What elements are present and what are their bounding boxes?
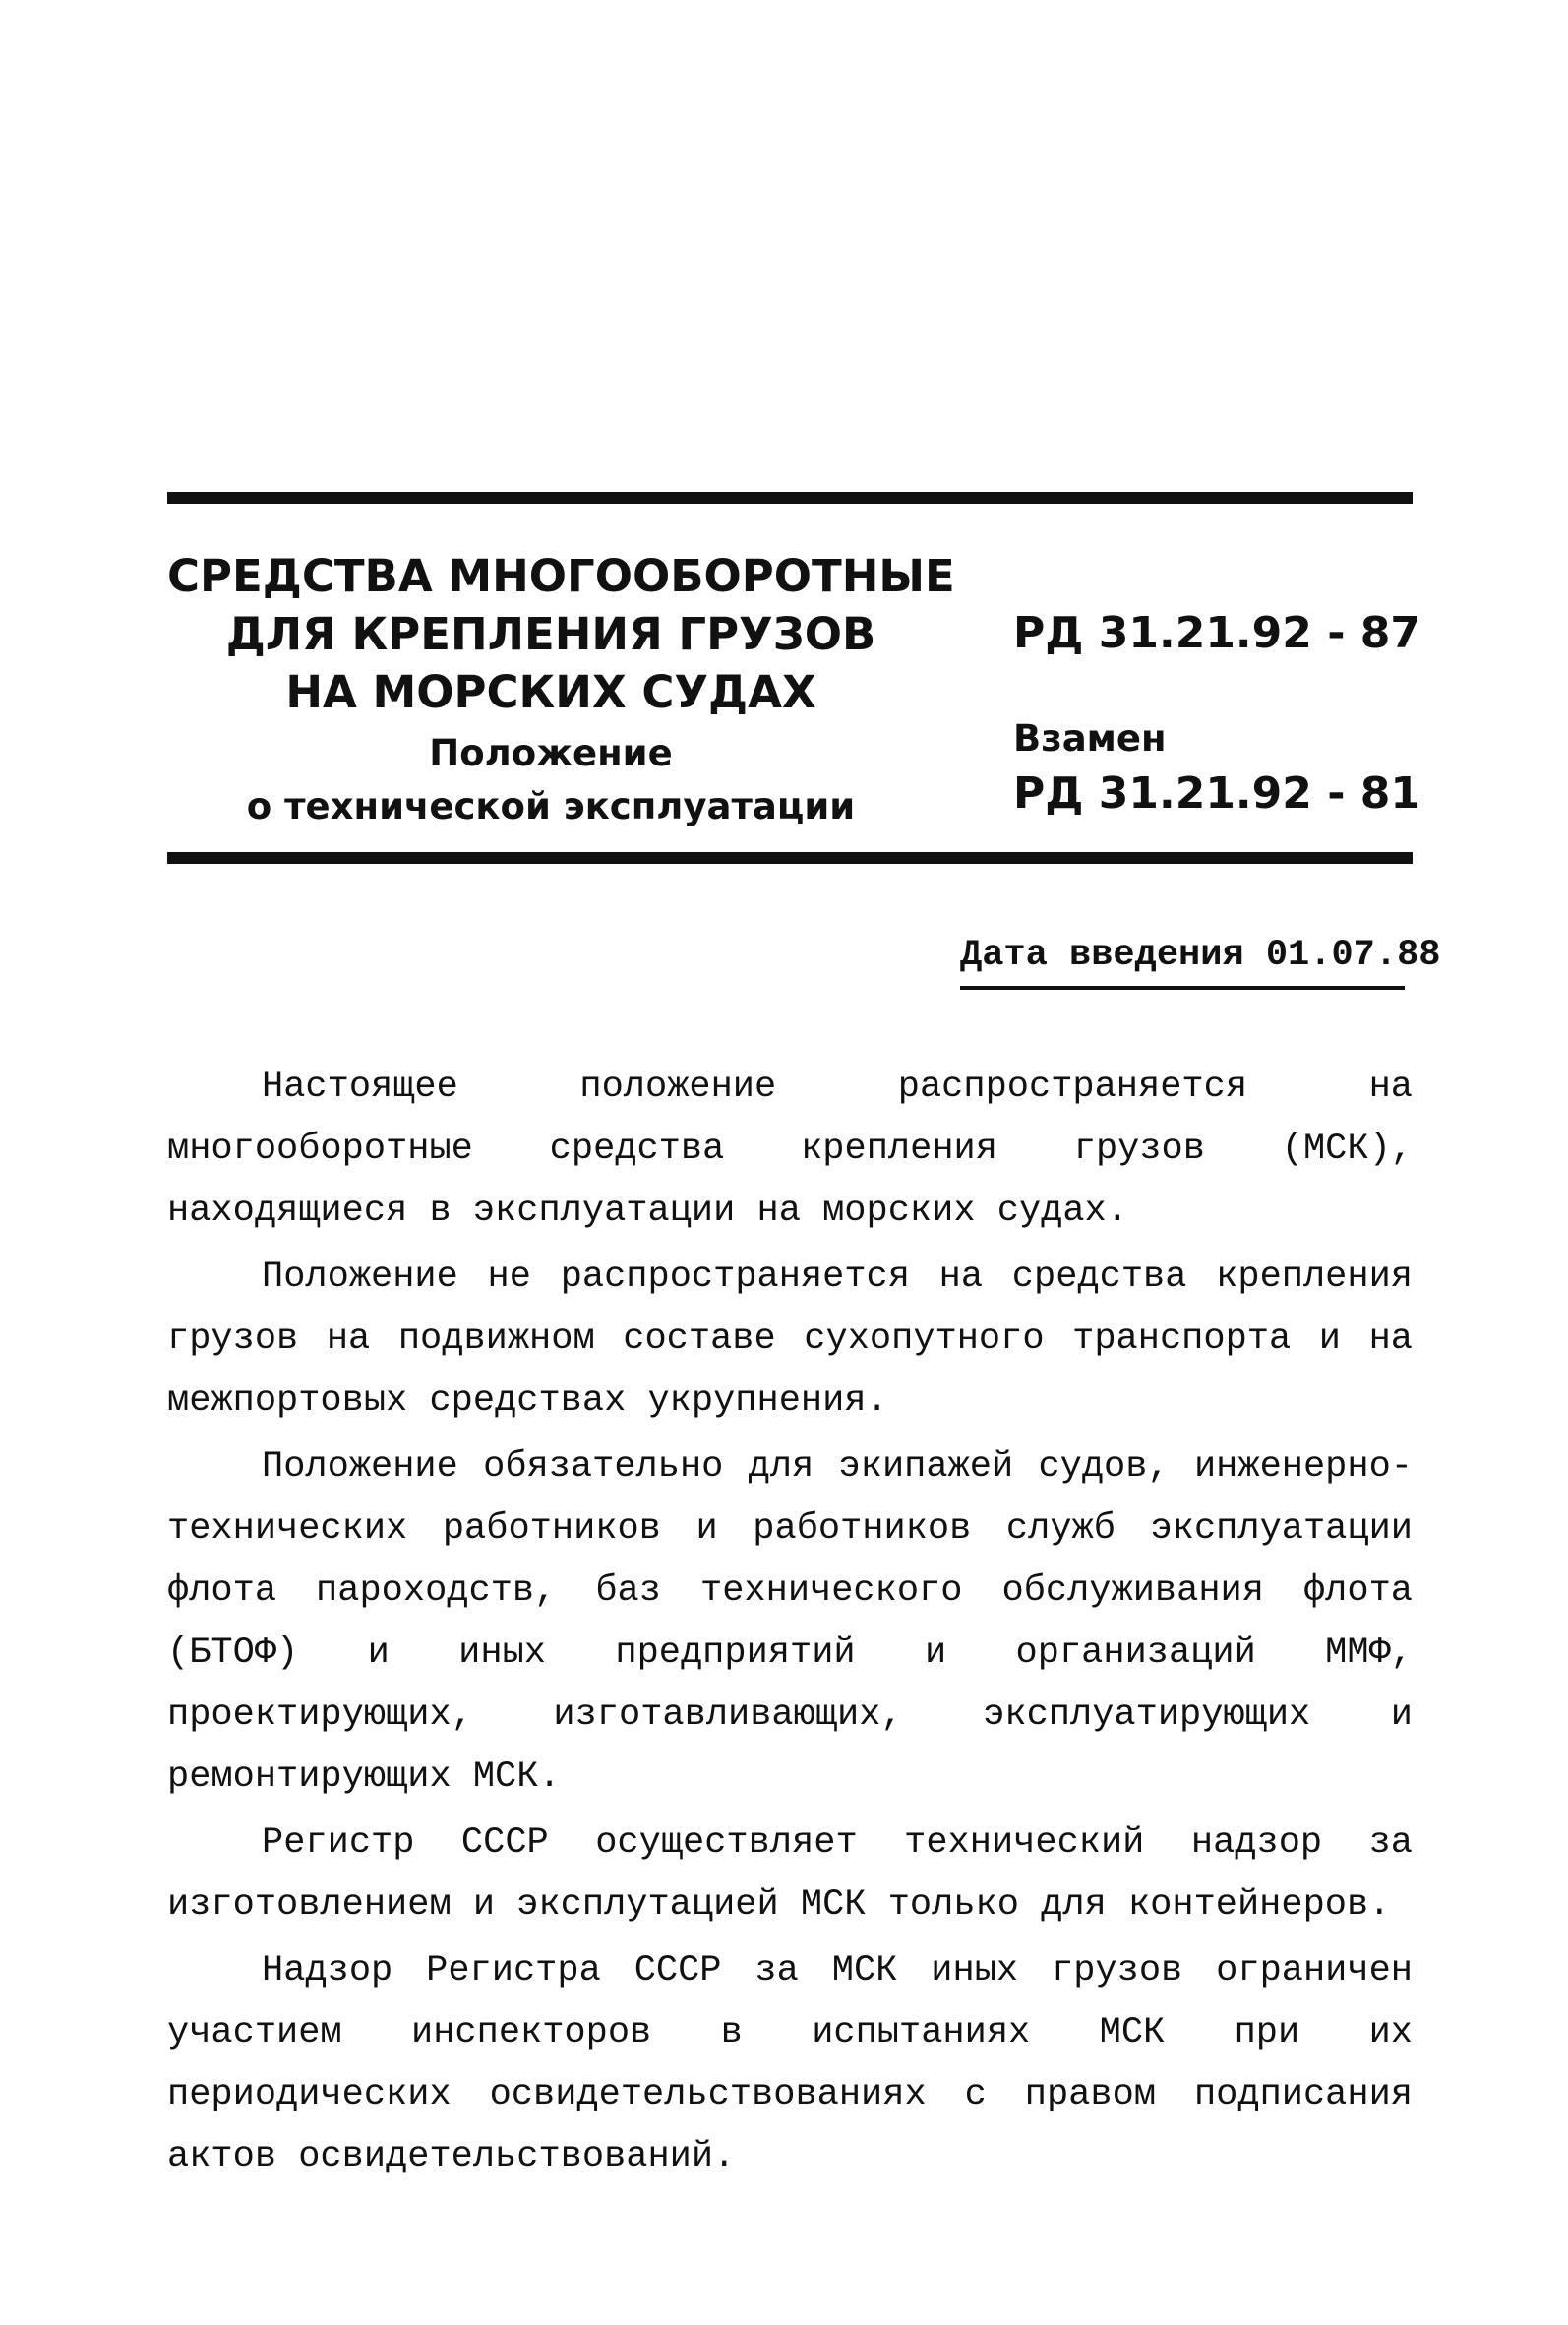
paragraph: Положение обязательно для экипажей судов, инженерно-технических работников и работников служб эксплуатации флота пароходств, баз технического обслуживания флота (БТОФ) и иных предприятий и организаций ММФ, проектирующих, изготавливающих, эксплуатирующих и ремонтирующих МСК. [167,1446,1413,1798]
title-line-1: СРЕДСТВА МНОГООБОРОТНЫЕ [167,550,955,602]
replaces-label: Взамен [1013,717,1167,760]
document-code: РД 31.21.92 - 87 [1013,608,1421,658]
paragraph: Положение не распространяется на средства крепления грузов на подвижном составе сухопутного транспорта и на межпортовых средствах укрупнения. [167,1256,1413,1422]
body-text [167,1057,1413,2192]
subtitle-line-2: о технической эксплуатации [246,785,856,827]
top-rule [167,492,1413,504]
paragraph: Регистр СССР осуществляет технический надзор за изготовлением и эксплутацией МСК только для контейнеров. [167,1822,1413,1926]
replaces-code: РД 31.21.92 - 81 [1013,768,1421,819]
bottom-rule [167,852,1413,864]
paragraph: Настоящее положение распространяется на многооборотные средства крепления грузов (МСК), находящиеся в эксплуатации на морских судах. [167,1067,1413,1232]
paragraph: Надзор Регистра СССР за МСК иных грузов ограничен участием инспекторов в испытаниях МСК при их периодических освидетельствованиях с правом подписания актов освидетельствований. [167,1950,1413,2177]
document-title [167,547,955,833]
subtitle-line-1: Положение [429,732,673,774]
title-line-3: НА МОРСКИХ СУДАХ [285,666,816,718]
intro-date: Дата введения 01.07.88 [960,931,1405,990]
document-code-block [1013,604,1420,825]
title-line-2: ДЛЯ КРЕПЛЕНИЯ ГРУЗОВ [225,608,876,660]
